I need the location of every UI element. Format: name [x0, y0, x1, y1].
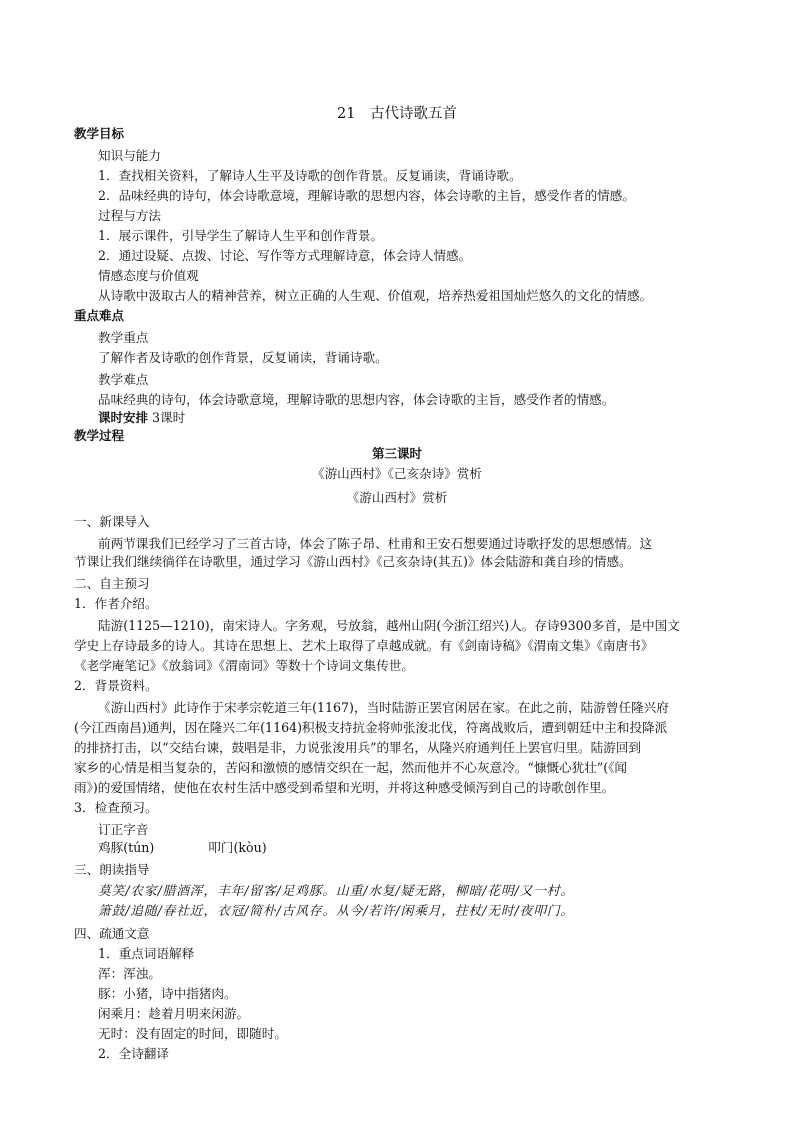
subheading-hard: 教学难点 — [98, 372, 149, 387]
background-line: (今江西南昌)通判，因在隆兴二年(1164)积极支持抗金将帅张浚北伐，符离战败后，遭到朝廷中主和投降派 — [74, 720, 668, 735]
lesson-title: 第三课时 — [371, 446, 422, 461]
pron-item: 鸡豚(tún) — [98, 840, 155, 855]
lesson-subtitle: 《游山西村》《己亥杂诗》赏析 — [311, 466, 482, 481]
word-item: 浑：浑浊。 — [98, 966, 161, 981]
check-heading: 3．检查预习。 — [74, 800, 158, 815]
translate-heading: 2．全诗翻译 — [98, 1046, 169, 1061]
lesson-sub-subtitle: 《游山西村》赏析 — [346, 490, 448, 505]
page-title: 21 古代诗歌五首 — [337, 106, 457, 122]
background-line: 《游山西村》此诗作于宋孝宗乾道三年(1167)，当时陆游正罢官闲居在家。在此之前，陆游曾任隆兴府 — [98, 700, 669, 715]
schedule-label: 课时安排 — [98, 410, 149, 425]
background-line: 的排挤打击，以“交结台谏，鼓唱是非，力说张浚用兵”的罪名，从隆兴府通判任上罢官归里。陆游回到 — [74, 740, 642, 755]
author-line: 《老学庵笔记》《放翁词》《渭南词》等数十个诗词文集传世。 — [74, 658, 415, 673]
reading-line: 箫鼓/追随/春社近，衣冠/简朴/古风存。从今/若许/闲乘月，拄杖/无时/夜叩门。 — [98, 904, 574, 919]
goal-item: 2．通过设疑、点拨、讨论、写作等方式理解诗意，体会诗人情感。 — [98, 248, 472, 263]
goal-item: 1．查找相关资料，了解诗人生平及诗歌的创作背景。反复诵读，背诵诗歌。 — [98, 168, 522, 183]
section-heading-meaning: 四、疏通文意 — [74, 926, 150, 941]
background-heading: 2．背景资料。 — [74, 678, 158, 693]
section-heading-process: 教学过程 — [74, 428, 125, 443]
words-heading: 1．重点词语解释 — [98, 946, 195, 961]
subheading-knowledge: 知识与能力 — [98, 148, 161, 163]
intro-line: 前两节课我们已经学习了三首古诗，体会了陈子昂、杜甫和王安石想要通过诗歌抒发的思想感情。这 — [98, 536, 653, 551]
background-line: 雨》)的爱国情绪，使他在农村生活中感受到希望和光明，并将这种感受倾泻到自己的诗歌创作里。 — [74, 780, 615, 795]
pron-item: 叩门(kòu) — [208, 840, 267, 855]
section-heading-goals: 教学目标 — [74, 126, 125, 141]
pron-heading: 订正字音 — [98, 822, 149, 837]
reading-line: 莫笑/农家/腊酒浑，丰年/留客/足鸡豚。山重/水复/疑无路，柳暗/花明/又一村。 — [98, 884, 574, 899]
section-heading-preview: 二、自主预习 — [74, 576, 150, 591]
goal-item: 1．展示课件，引导学生了解诗人生平和创作背景。 — [98, 228, 384, 243]
hard-text: 品味经典的诗句，体会诗歌意境，理解诗歌的思想内容，体会诗歌的主旨，感受作者的情感。 — [98, 392, 615, 407]
word-item: 无时：没有固定的时间，即随时。 — [98, 1026, 287, 1041]
goal-emotion-text: 从诗歌中汲取古人的精神营养，树立正确的人生观、价值观，培养热爱祖国灿烂悠久的文化的情感。 — [98, 288, 653, 303]
section-heading-difficulty: 重点难点 — [74, 308, 125, 323]
intro-line: 节课让我们继续徜徉在诗歌里，通过学习《游山西村》《己亥杂诗(其五)》体会陆游和龚自珍的情感。 — [74, 554, 632, 569]
author-line: 陆游(1125—1210)，南宋诗人。字务观，号放翁，越州山阴(今浙江绍兴)人。存诗9300多首，是中国文 — [98, 618, 680, 633]
subheading-key: 教学重点 — [98, 330, 149, 345]
word-item: 闲乘月：趁着月明来闲游。 — [98, 1006, 250, 1021]
section-heading-intro: 一、新课导入 — [74, 514, 150, 529]
key-text: 了解作者及诗歌的创作背景，反复诵读，背诵诗歌。 — [98, 350, 388, 365]
schedule-value: 3课时 — [152, 410, 186, 425]
word-item: 豚：小猪，诗中指猪肉。 — [98, 986, 237, 1001]
author-line: 学史上存诗最多的诗人。其诗在思想上、艺术上取得了卓越成就。有《剑南诗稿》《渭南文集》《南唐书》 — [74, 638, 654, 653]
pron-line — [98, 840, 267, 856]
author-heading: 1．作者介绍。 — [74, 596, 158, 611]
schedule-line — [98, 410, 185, 426]
subheading-emotion: 情感态度与价值观 — [98, 268, 199, 283]
background-line: 家乡的心情是相当复杂的，苦闷和激愤的感情交织在一起，然而他并不心灰意冷。“慷慨心犹壮”(《闻 — [74, 760, 628, 775]
goal-item: 2．品味经典的诗句，体会诗歌意境，理解诗歌的思想内容，体会诗歌的主旨，感受作者的情感。 — [98, 188, 635, 203]
subheading-process: 过程与方法 — [98, 208, 161, 223]
section-heading-reading: 三、朗读指导 — [74, 862, 150, 877]
